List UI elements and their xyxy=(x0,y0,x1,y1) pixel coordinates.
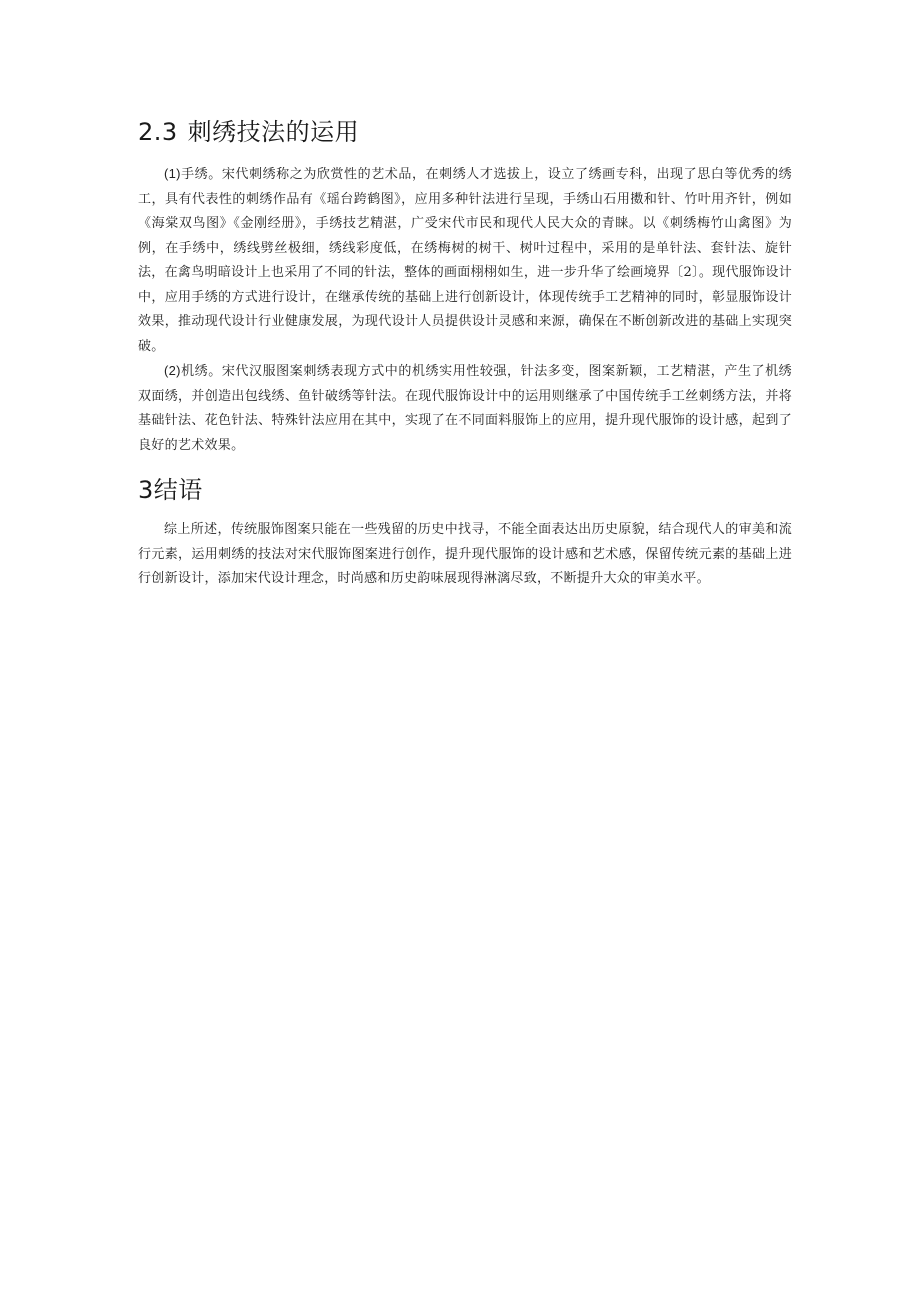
paragraph-text: 手绣。宋代刺绣称之为欣赏性的艺术品，在刺绣人才选拔上，设立了绣画专科，出现了思白等优秀的绣工，具有代表性的刺绣作品有《瑶台跨鹤图》，应用多种针法进行呈现，手绣山石用擞和针、竹叶用齐针，例如《海棠双鸟图》《金刚经册》，手绣技艺精湛，广受宋代市民和现代人民大众的青睐。以《刺绣梅竹山禽图》为例，在手绣中，绣线劈丝极细，绣线彩度低，在绣梅树的树干、树叶过程中，采用的是单针法、套针法、旋针法，在禽鸟明暗设计上也采用了不同的针法，整体的画面栩栩如生，进一步升华了绘画境界〔2〕。现代服饰设计中，应用手绣的方式进行设计，在继承传统的基础上进行创新设计，体现传统手工艺精神的同时，彰显服饰设计效果，推动现代设计行业健康发展，为现代设计人员提供设计灵感和来源，确保在不断创新改进的基础上实现突破。 xyxy=(138,167,792,354)
page-content xyxy=(138,112,792,592)
section-number: 2.3 xyxy=(138,118,178,146)
paragraph-text: 综上所述，传统服饰图案只能在一些残留的历史中找寻，不能全面表达出历史原貌，结合现代人的审美和流行元素，运用刺绣的技法对宋代服饰图案进行创作，提升现代服饰的设计感和艺术感，保留传统元素的基础上进行创新设计，添加宋代设计理念，时尚感和历史韵味展现得淋漓尽致，不断提升大众的审美水平。 xyxy=(138,522,792,586)
conclusion-heading xyxy=(138,470,792,510)
paragraph-conclusion xyxy=(138,518,792,592)
paragraph-marker: (2) xyxy=(164,363,181,378)
paragraph-hand-embroidery xyxy=(138,162,792,359)
paragraph-machine-embroidery xyxy=(138,359,792,458)
conclusion-title: 结语 xyxy=(153,476,203,504)
section-heading xyxy=(138,112,792,152)
section-title: 刺绣技法的运用 xyxy=(187,118,360,146)
paragraph-text: 机绣。宋代汉服图案刺绣表现方式中的机绣实用性较强，针法多变，图案新颖，工艺精湛，产生了机绣双面绣，并创造出包线绣、鱼针破绣等针法。在现代服饰设计中的运用则继承了中国传统手工丝刺绣方法，并将基础针法、花色针法、特殊针法应用在其中，实现了在不同面料服饰上的应用，提升现代服饰的设计感，起到了良好的艺术效果。 xyxy=(138,364,792,453)
paragraph-marker: (1) xyxy=(164,166,181,181)
conclusion-number: 3 xyxy=(138,476,154,504)
